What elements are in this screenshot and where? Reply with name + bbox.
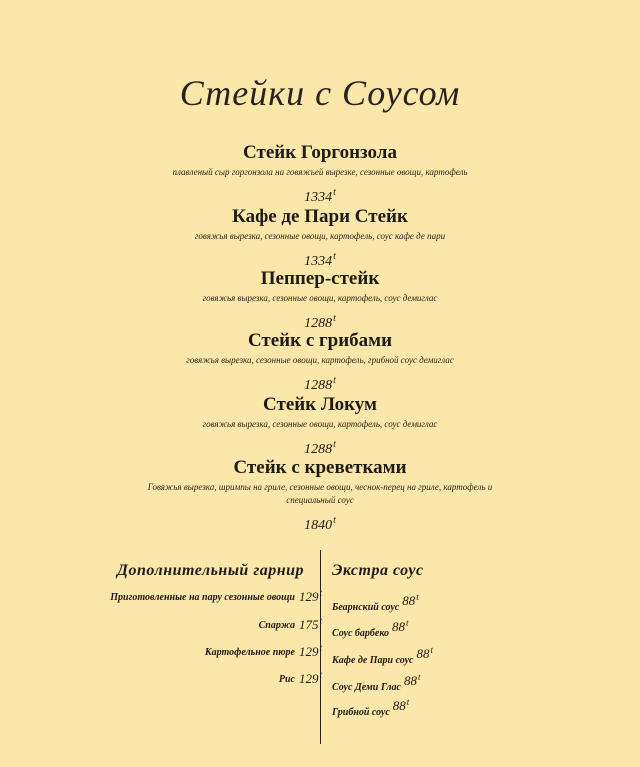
- dish-name: Пеппер-стейк: [260, 268, 380, 289]
- sauce-name: Соус барбеко: [332, 628, 390, 639]
- dish-price: [100, 249, 540, 270]
- tenge-sign: t: [406, 618, 409, 628]
- price-value: 1288: [304, 442, 333, 457]
- price-value: 1840: [304, 518, 333, 533]
- side-name: Спаржа: [258, 620, 295, 631]
- dish-price: [100, 185, 540, 206]
- price-value: 1334: [304, 254, 333, 269]
- dish-description: говяжья вырезка, сезонные овощи, картофель, соус демиглас: [202, 293, 438, 303]
- dish-description: говяжья вырезка, сезонные овощи, картофель, соус кафе де пари: [194, 231, 446, 241]
- sauce-item: [332, 618, 409, 640]
- tenge-sign: t: [333, 313, 336, 324]
- tenge-sign: t: [416, 592, 419, 602]
- dish-description: говяжья вырезка, сезонные овощи, картофель, грибной соус демиглас: [186, 355, 454, 365]
- price-value: 175: [298, 617, 319, 632]
- tenge-sign: t: [319, 670, 322, 680]
- side-item: [259, 620, 295, 632]
- dish-item: [100, 142, 540, 206]
- sauce-item: [332, 645, 433, 667]
- sauce-name: Кафе де Пари соус: [332, 655, 414, 666]
- dish-name: Стейк с креветками: [233, 457, 407, 478]
- sauce-name: Беарнский соус: [332, 602, 400, 613]
- side-item: [279, 674, 295, 686]
- price: [299, 586, 322, 604]
- dish-name: Стейк Локум: [263, 394, 377, 415]
- price-value: 88: [402, 593, 416, 608]
- tenge-sign: t: [319, 616, 322, 626]
- tenge-sign: t: [333, 251, 336, 262]
- side-price: [296, 616, 322, 638]
- dish-item: [100, 268, 540, 332]
- section-title: Стейки с Соусом: [179, 73, 461, 113]
- dish-price: [140, 513, 500, 534]
- side-item: [110, 592, 295, 604]
- dish-price: [100, 311, 540, 332]
- dish-name: Кафе де Пари Стейк: [232, 206, 408, 227]
- price: [404, 670, 421, 688]
- dish-description: Говяжья вырезка, шримпы на гриле, сезонные овощи, чеснок-перец на гриле, картофель и специальный соус: [147, 482, 493, 505]
- dish-price: [100, 373, 540, 394]
- price-value: 129: [298, 589, 319, 604]
- price-value: 129: [298, 644, 319, 659]
- tenge-sign: t: [333, 187, 336, 198]
- sauce-item: [332, 592, 419, 614]
- dish-name: Стейк с грибами: [247, 330, 393, 351]
- dish-description: плавленый сыр горгонзола на говяжьей вырезке, сезонные овощи, картофель: [172, 167, 468, 177]
- dish-item: [100, 206, 540, 270]
- price-value: 1288: [304, 378, 333, 393]
- dish-description: говяжья вырезка, сезонные овощи, картофель, соус демиглас: [202, 419, 438, 429]
- price: [402, 590, 419, 608]
- dish-name: Стейк Горгонзола: [243, 142, 397, 163]
- tenge-sign: t: [333, 375, 336, 386]
- side-price: [296, 588, 322, 610]
- price: [393, 695, 410, 713]
- tenge-sign: t: [319, 588, 322, 598]
- side-name: Приготовленные на пару сезонные овощи: [110, 592, 295, 603]
- tenge-sign: t: [333, 439, 336, 450]
- price: [392, 616, 409, 634]
- price-value: 129: [298, 671, 319, 686]
- dish-price: [100, 437, 540, 458]
- sauce-name: Соус Деми Глас: [332, 682, 401, 693]
- dish-item: [100, 394, 540, 458]
- price: [299, 614, 322, 632]
- price-value: 1334: [304, 190, 333, 205]
- sauce-item: [332, 697, 410, 719]
- sides-title: Дополнительный гарнир: [117, 562, 304, 579]
- sauce-name: Грибной соус: [332, 707, 390, 718]
- tenge-sign: t: [406, 697, 410, 707]
- side-name: Картофельное пюре: [204, 647, 295, 658]
- price-value: 88: [416, 646, 430, 661]
- price-value: 88: [392, 698, 406, 713]
- price: [299, 668, 322, 686]
- side-price: [296, 670, 322, 692]
- side-item: [205, 647, 295, 659]
- sauce-item: [332, 672, 421, 694]
- side-name: Рис: [278, 674, 295, 685]
- tenge-sign: t: [430, 645, 433, 655]
- price: [416, 643, 433, 661]
- dish-item: [100, 330, 540, 394]
- tenge-sign: t: [319, 643, 322, 653]
- tenge-sign: t: [333, 515, 336, 526]
- price-value: 88: [403, 673, 417, 688]
- price: [299, 641, 322, 659]
- sauces-title: Экстра соус: [332, 562, 424, 579]
- side-price: [296, 643, 322, 665]
- tenge-sign: t: [417, 672, 421, 682]
- price-value: 1288: [304, 316, 333, 331]
- dish-item: [140, 457, 500, 534]
- price-value: 88: [392, 619, 406, 634]
